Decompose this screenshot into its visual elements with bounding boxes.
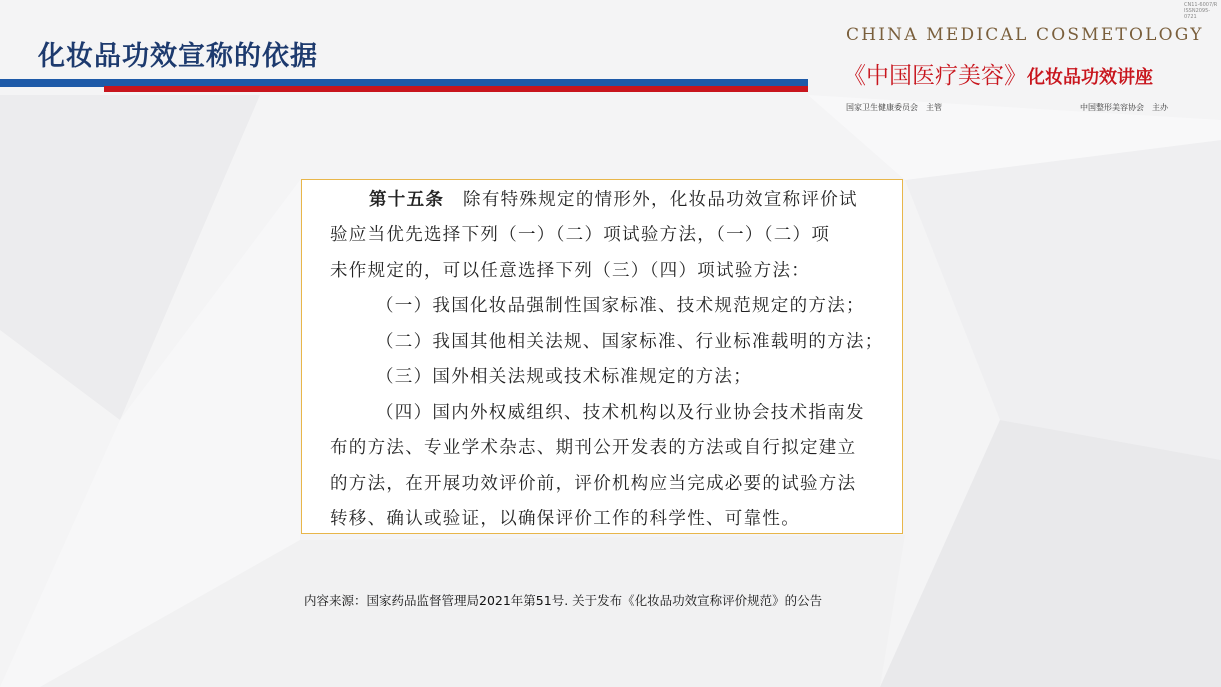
brand-english: CHINA MEDICAL COSMETOLOGY xyxy=(846,25,1204,45)
brand-chinese xyxy=(843,57,1153,90)
article-label: 第十五条 xyxy=(369,190,445,210)
doc-line: 第十五条 除有特殊规定的情形外，化妆品功效宣称评价试 xyxy=(369,190,858,210)
doc-line: 布的方法、专业学术杂志、期刊公开发表的方法或自行拟定建立 xyxy=(330,438,857,458)
sponsor-left: 国家卫生健康委员会 主管 xyxy=(846,103,942,112)
doc-line: （三）国外相关法规或技术标准规定的方法； xyxy=(376,367,752,387)
brand-journal-name: 《中国医疗美容》 xyxy=(843,63,1027,89)
sponsor-right: 中国整形美容协会 主办 xyxy=(1080,103,1168,112)
issn-code: CN11-6007/R ISSN2095-0721 xyxy=(1184,2,1218,20)
brand-lecture-name: 化妆品功效讲座 xyxy=(1027,67,1153,88)
doc-line: 的方法，在开展功效评价前，评价机构应当完成必要的试验方法 xyxy=(330,474,857,494)
regulation-excerpt xyxy=(301,179,903,534)
doc-line: （二）我国其他相关法规、国家标准、行业标准载明的方法； xyxy=(376,332,884,352)
doc-line: 验应当优先选择下列（一）（二）项试验方法，（一）（二）项 xyxy=(330,225,831,245)
title-underline-red xyxy=(104,86,808,92)
doc-line: （一）我国化妆品强制性国家标准、技术规范规定的方法； xyxy=(376,296,865,316)
source-citation: 内容来源：国家药品监督管理局2021年第51号. 关于发布《化妆品功效宣称评价规范》的公告 xyxy=(304,593,823,608)
doc-line: （四）国内外权威组织、技术机构以及行业协会技术指南发 xyxy=(376,403,865,423)
page-title: 化妆品功效宣称的依据 xyxy=(38,41,318,72)
doc-line: 转移、确认或验证，以确保评价工作的科学性、可靠性。 xyxy=(330,509,800,529)
doc-line: 未作规定的，可以任意选择下列（三）（四）项试验方法： xyxy=(330,261,811,281)
